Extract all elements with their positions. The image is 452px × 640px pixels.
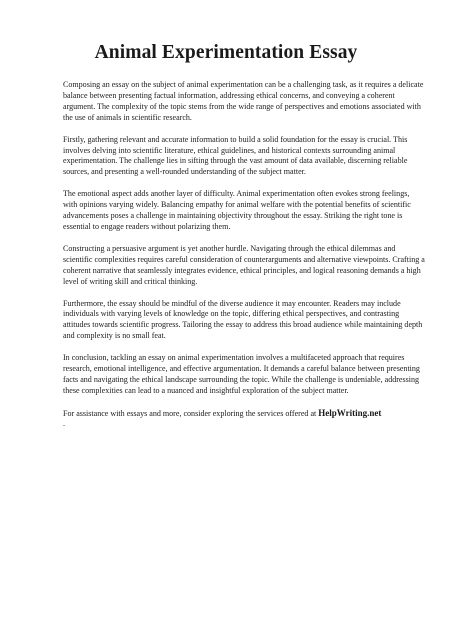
cta-text: For assistance with essays and more, consider exploring the services offered at <box>63 408 317 418</box>
document-body <box>63 80 425 428</box>
paragraph-emotional: The emotional aspect adds another layer of difficulty. Animal experimentation often evokes strong feelings, with opinions varying widely. Balancing empathy for animal welfare with the potential benefits of scientific advancements poses a challenge in maintaining objectivity throughout the essay. Striking the right tone is essential to engage readers without polarizing them. <box>63 189 411 231</box>
document-title: Animal Experimentation Essay <box>94 42 358 63</box>
paragraph-intro: Composing an essay on the subject of animal experimentation can be a challenging task, as it requires a delicate balance between presenting factual information, addressing ethical concerns, and conveying a coherent argument. The complexity of the topic stems from the wide range of perspectives and emotions associated with the use of animals in scientific research. <box>63 80 424 122</box>
paragraph-conclusion: In conclusion, tackling an essay on animal experimentation involves a multifaceted approach that requires research, emotional intelligence, and effective argumentation. It demands a careful balance between presenting facts and navigating the ethical landscape surrounding the topic. While the challenge is undeniable, addressing these complexities can lead to a nuanced and insightful exploration of the subject matter. <box>63 353 420 395</box>
paragraph-argument: Constructing a persuasive argument is yet another hurdle. Navigating through the ethical dilemmas and scientific complexities requires careful consideration of counterarguments and alternative viewpoints. Crafting a coherent narrative that seamlessly integrates evidence, ethical principles, and logical reasoning demands a high level of writing skill and critical thinking. <box>63 243 425 286</box>
paragraph-audience: Furthermore, the essay should be mindful of the diverse audience it may encounter. Readers may include individuals with varying levels of knowledge on the topic, differing ethical perspectives, and contrasting attitudes towards scientific progress. Tailoring the essay to address this broad audience while maintaining depth and complexity is no small feat. <box>63 298 423 341</box>
cta-paragraph <box>63 408 425 428</box>
paragraph-research: Firstly, gathering relevant and accurate information to build a solid foundation for the essay is crucial. This involves delving into scientific literature, ethical guidelines, and historical contexts surrounding animal experimentation. The challenge lies in sifting through the vast amount of data available, discerning reliable sources, and presenting a well-rounded understanding of the subject matter. <box>63 134 408 177</box>
cta-site-name: HelpWriting.net <box>318 407 382 418</box>
trailing-mark: . <box>63 418 66 428</box>
